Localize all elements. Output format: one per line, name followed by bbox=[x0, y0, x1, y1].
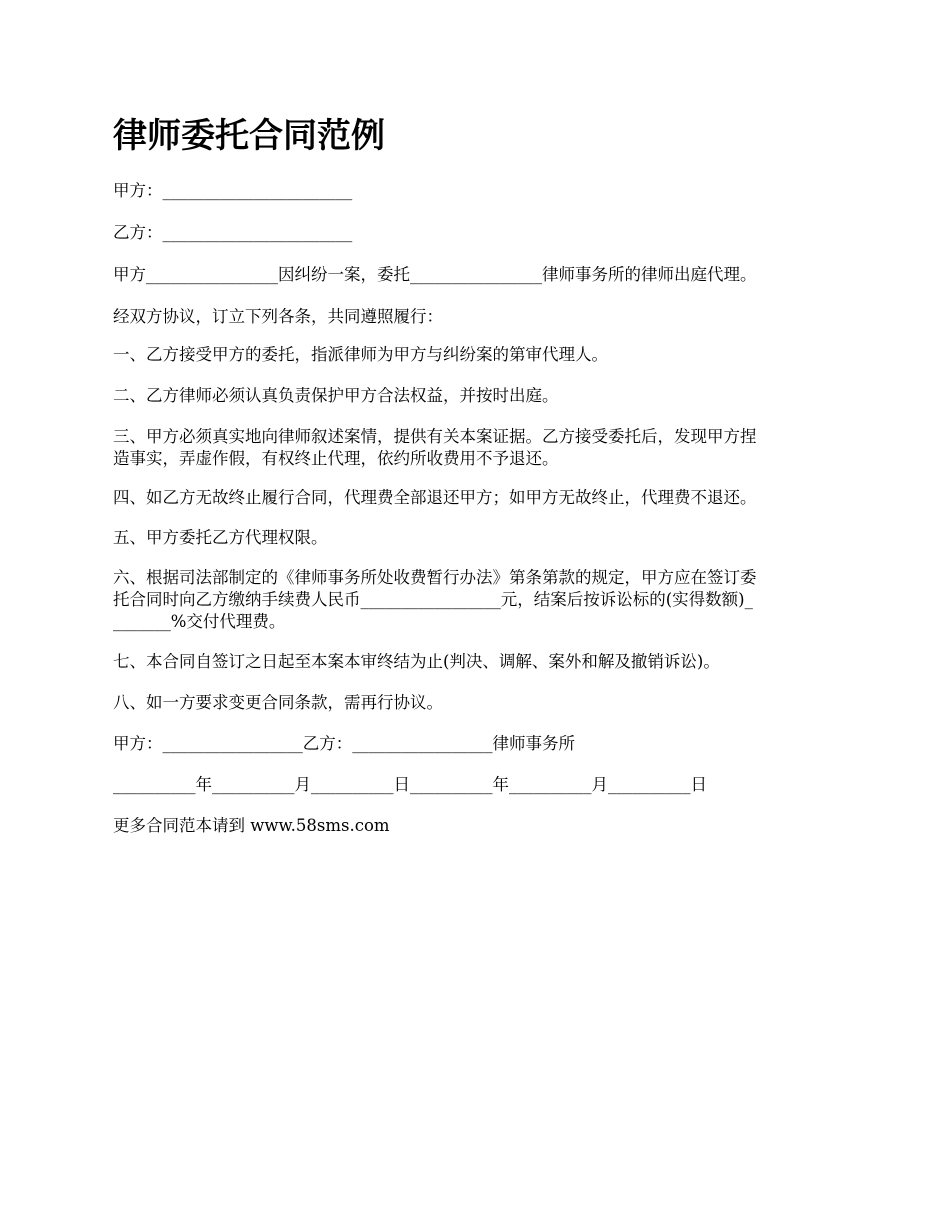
clause-6-line-1: 六、根据司法部制定的《律师事务所处收费暂行办法》第条第款的规定，甲方应在签订委 bbox=[113, 568, 757, 587]
clause-3-line-2: 造事实，弄虚作假，有权终止代理，依约所收费用不予退还。 bbox=[113, 449, 559, 468]
clause-7: 七、本合同自签订之日起至本案本审终结为止(判决、调解、案外和解及撤销诉讼)。 bbox=[113, 652, 720, 671]
clause-2: 二、乙方律师必须认真负责保护甲方合法权益，并按时出庭。 bbox=[113, 386, 559, 405]
clause-1: 一、乙方接受甲方的委托，指派律师为甲方与纠纷案的第审代理人。 bbox=[113, 345, 608, 364]
party-a-line: 甲方：_______________________ bbox=[113, 181, 353, 200]
date-line: __________年__________月__________日__________年__________月__________日 bbox=[113, 775, 707, 794]
party-b-line: 乙方：_______________________ bbox=[113, 223, 353, 242]
clause-5: 五、甲方委托乙方代理权限。 bbox=[113, 528, 328, 547]
clause-3-line-1: 三、甲方必须真实地向律师叙述案情，提供有关本案证据。乙方接受委托后，发现甲方捏 bbox=[113, 427, 757, 446]
delegation-line: 甲方________________因纠纷一案，委托________________律师事务所的律师出庭代理。 bbox=[113, 265, 757, 284]
document-title: 律师委托合同范例 bbox=[113, 116, 385, 156]
footer-note: 更多合同范本请到 www.58sms.com bbox=[113, 816, 390, 835]
clause-8: 八、如一方要求变更合同条款，需再行协议。 bbox=[113, 693, 443, 712]
signature-line: 甲方：_________________乙方：_________________律师事务所 bbox=[113, 734, 575, 753]
clause-6-line-3: _______%交付代理费。 bbox=[113, 612, 286, 631]
clause-6-line-2: 托合同时向乙方缴纳手续费人民币_________________元，结案后按诉讼标的(实得数额)_ bbox=[113, 590, 753, 609]
intro-paragraph: 经双方协议，订立下列各条，共同遵照履行： bbox=[113, 307, 443, 326]
clause-3 bbox=[113, 426, 843, 470]
clause-6 bbox=[113, 567, 843, 633]
clause-4: 四、如乙方无故终止履行合同，代理费全部退还甲方；如甲方无故终止，代理费不退还。 bbox=[113, 488, 757, 507]
